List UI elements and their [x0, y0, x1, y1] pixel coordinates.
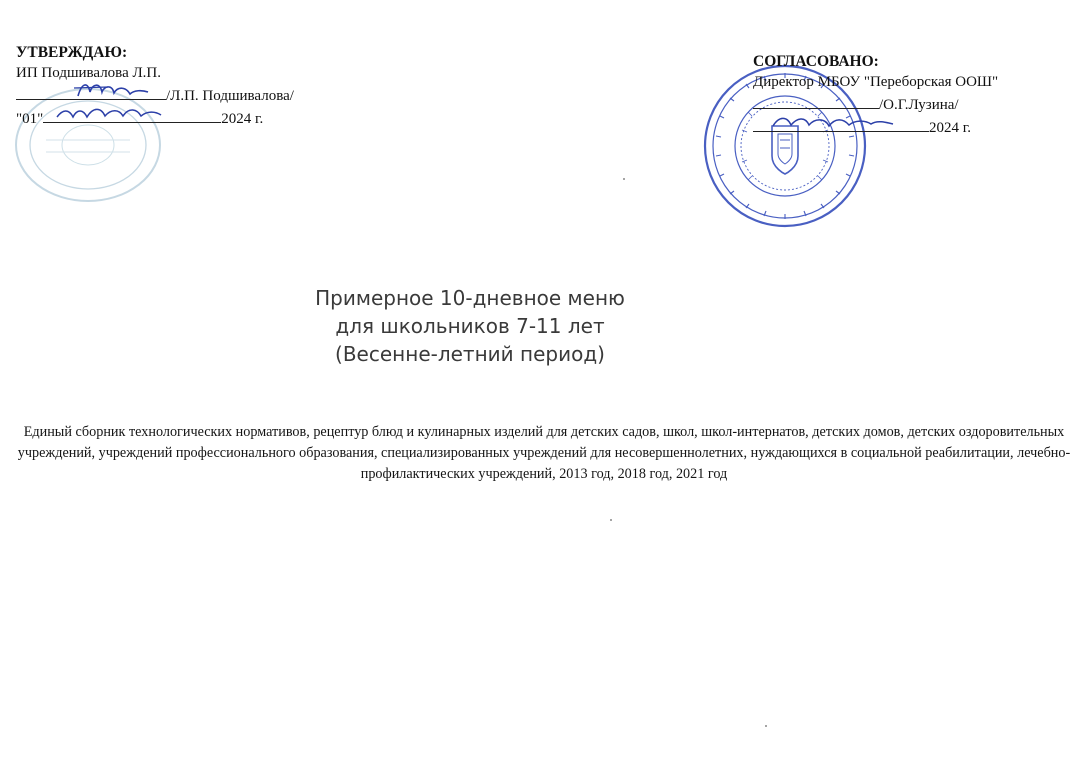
approve-heading: УТВЕРЖДАЮ:	[16, 44, 128, 61]
signature-blank	[753, 93, 879, 109]
agree-heading: СОГЛАСОВАНО:	[753, 53, 879, 70]
signature-blank	[16, 84, 166, 100]
scan-speck	[610, 519, 612, 521]
source-description: Единый сборник технологических нормативов, рецептур блюд и кулинарных изделий для детских садов, школ, школ-интернатов, детских домов, детских оздоровительных учреждений, учреждений профессионального образования, специализированных учреждений для несовершеннолетних, нуждающихся в социальной реабилитации, лечебно-профилактических учреждений, 2013 год, 2018 год, 2021 год	[17, 424, 1071, 482]
approve-year: 2024 г.	[221, 111, 264, 127]
approve-signature-name: /Л.П. Подшивалова/	[166, 88, 294, 104]
title-line-3: (Весенне-летний период)	[335, 342, 605, 366]
agree-signature-name: /О.Г.Лузина/	[879, 97, 959, 113]
agree-block	[753, 51, 998, 139]
date-blank	[753, 116, 929, 132]
agree-position: Директор МБОУ "Переборская ООШ"	[753, 74, 999, 90]
approve-block	[16, 42, 294, 130]
page-title	[0, 284, 940, 368]
approve-date-day: "01"	[16, 111, 44, 127]
agree-year: 2024 г.	[929, 120, 971, 136]
approve-position: ИП Подшивалова Л.П.	[16, 65, 161, 81]
title-line-1: Примерное 10-дневное меню	[315, 286, 625, 310]
scan-speck	[623, 178, 625, 180]
agree-signature-line	[753, 93, 998, 116]
date-month-blank	[43, 107, 221, 123]
approve-signature-line	[16, 84, 294, 107]
title-line-2: для школьников 7-11 лет	[335, 314, 605, 338]
scan-speck	[765, 725, 767, 727]
approve-date-line	[16, 107, 294, 130]
agree-date-line	[753, 116, 998, 139]
